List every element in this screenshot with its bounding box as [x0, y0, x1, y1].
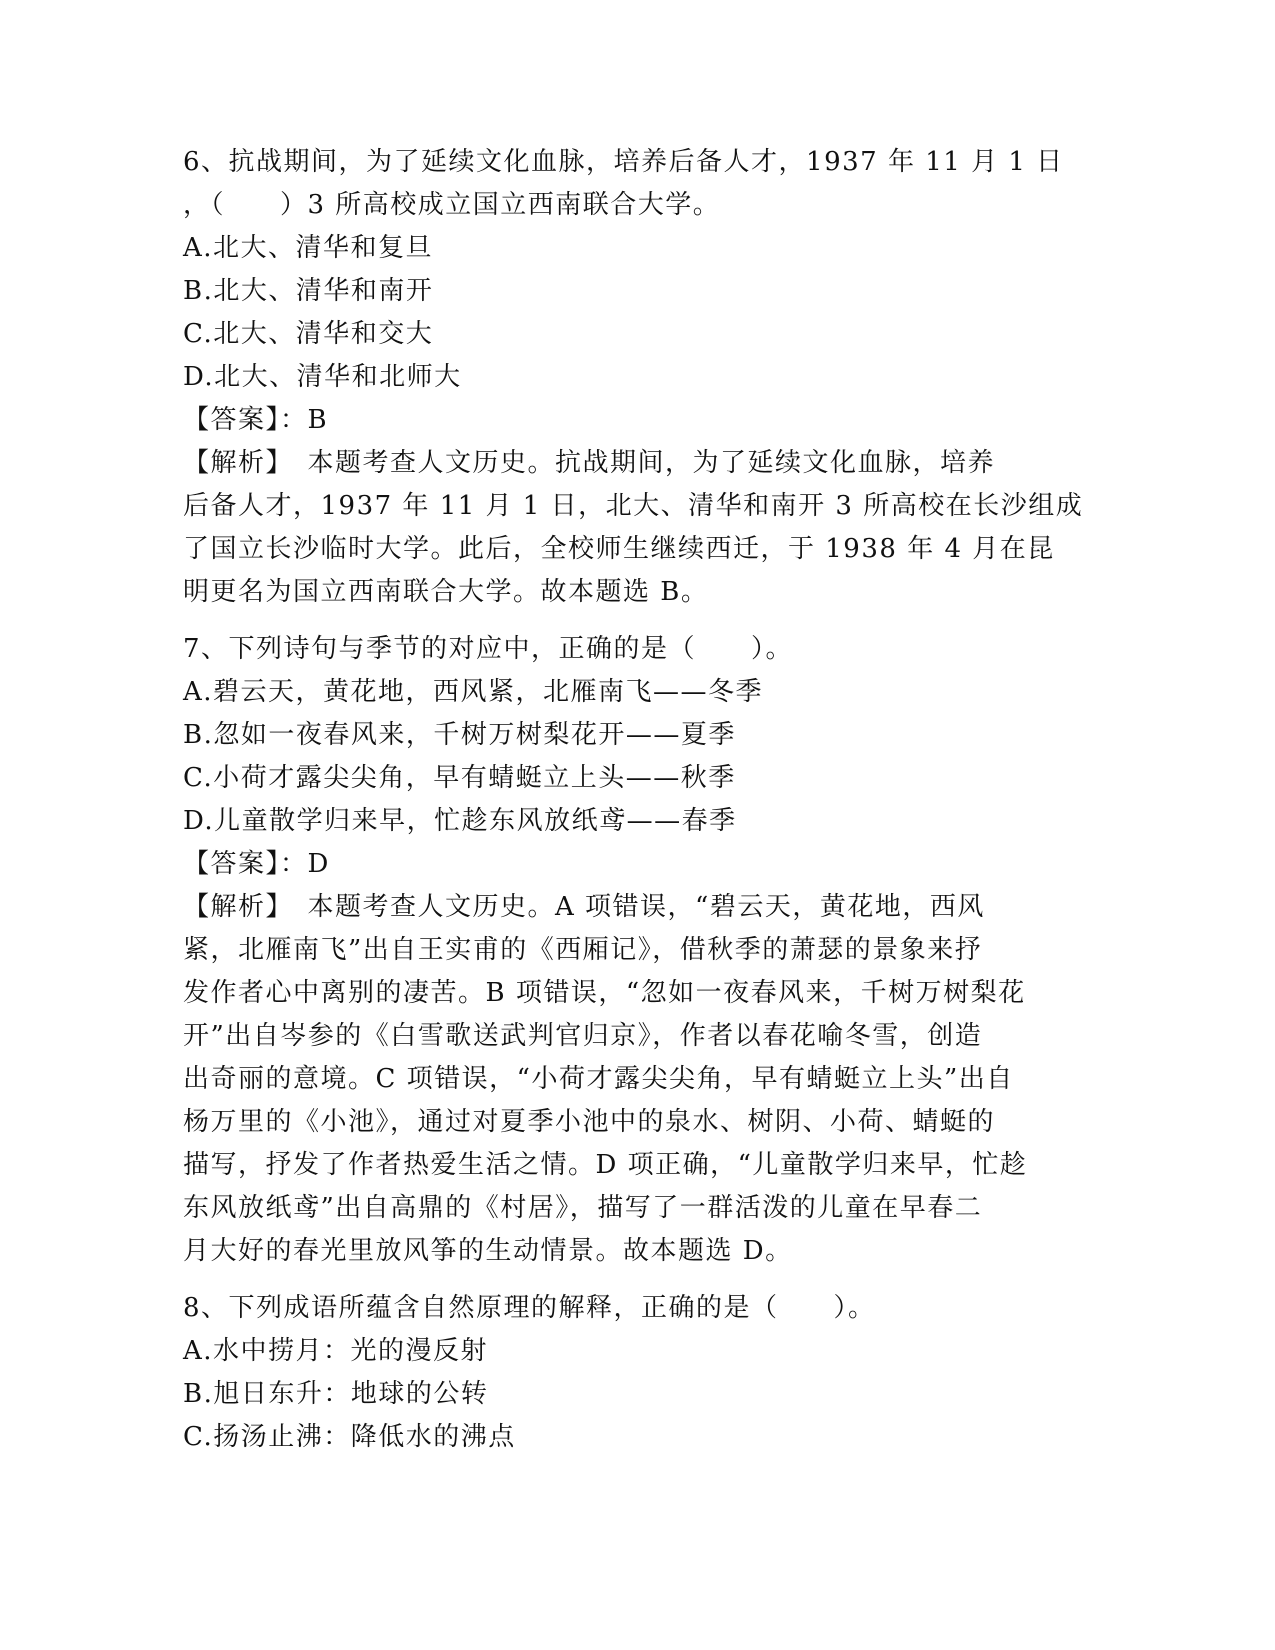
question-stem-line: ，（ ）3 所高校成立国立西南联合大学。 [183, 190, 721, 220]
question-stem-line: 7、下列诗句与季节的对应中，正确的是（ ）。 [183, 634, 794, 664]
option-a: A.水中捞月：光的漫反射 [183, 1336, 489, 1366]
analysis-line: 紧，北雁南飞”出自王实甫的《西厢记》，借秋季的萧瑟的景象来抒 [183, 935, 983, 965]
question-8 [183, 1287, 1083, 1459]
option-c: C.小荷才露尖尖角，早有蜻蜓立上头——秋季 [183, 763, 736, 793]
analysis-line: 了国立长沙临时大学。此后，全校师生继续西迁，于 1938 年 4 月在昆 [183, 534, 1055, 564]
question-spacer [183, 1273, 1083, 1287]
option-c: C.北大、清华和交大 [183, 319, 434, 349]
option-d: D.北大、清华和北师大 [183, 362, 462, 392]
analysis-line: 后备人才，1937 年 11 月 1 日，北大、清华和南开 3 所高校在长沙组成 [183, 491, 1084, 521]
question-stem-line: 8、下列成语所蕴含自然原理的解释，正确的是（ ）。 [183, 1293, 876, 1323]
option-a: A.北大、清华和复旦 [183, 233, 434, 263]
option-b: B.旭日东升：地球的公转 [183, 1379, 489, 1409]
question-spacer [183, 614, 1083, 628]
analysis-line: 杨万里的《小池》，通过对夏季小池中的泉水、树阴、小荷、蜻蜓的 [183, 1107, 996, 1137]
option-b: B.北大、清华和南开 [183, 276, 434, 306]
option-a: A.碧云天，黄花地，西风紧，北雁南飞——冬季 [183, 677, 764, 707]
option-d: D.儿童散学归来早，忙趁东风放纸鸢——春季 [183, 806, 737, 836]
document-content [183, 141, 1083, 1459]
question-7 [183, 628, 1083, 1273]
analysis-line: 月大好的春光里放风筝的生动情景。故本题选 D。 [183, 1236, 793, 1266]
option-b: B.忽如一夜春风来，千树万树梨花开——夏季 [183, 720, 736, 750]
option-c: C.扬汤止沸：降低水的沸点 [183, 1422, 516, 1452]
analysis-line: 出奇丽的意境。C 项错误，“小荷才露尖尖角，早有蜻蜓立上头”出自 [183, 1064, 1014, 1094]
question-stem-line: 6、抗战期间，为了延续文化血脉，培养后备人才，1937 年 11 月 1 日 [183, 147, 1064, 177]
answer-line: 【答案】：D [183, 849, 330, 879]
analysis-line: 开”出自岑参的《白雪歌送武判官归京》，作者以春花喻冬雪，创造 [183, 1021, 983, 1051]
analysis-line: 【解析】 本题考查人文历史。抗战期间，为了延续文化血脉，培养 [183, 448, 996, 478]
analysis-line: 明更名为国立西南联合大学。故本题选 B。 [183, 577, 709, 607]
analysis-line: 描写，抒发了作者热爱生活之情。D 项正确，“儿童散学归来早，忙趁 [183, 1150, 1028, 1180]
analysis-line: 发作者心中离别的凄苦。B 项错误，“忽如一夜春风来，千树万树梨花 [183, 978, 1026, 1008]
analysis-line: 东风放纸鸢”出自高鼎的《村居》，描写了一群活泼的儿童在早春二 [183, 1193, 983, 1223]
question-6 [183, 141, 1083, 614]
answer-line: 【答案】：B [183, 405, 329, 435]
analysis-line: 【解析】 本题考查人文历史。A 项错误，“碧云天，黄花地，西风 [183, 892, 985, 922]
